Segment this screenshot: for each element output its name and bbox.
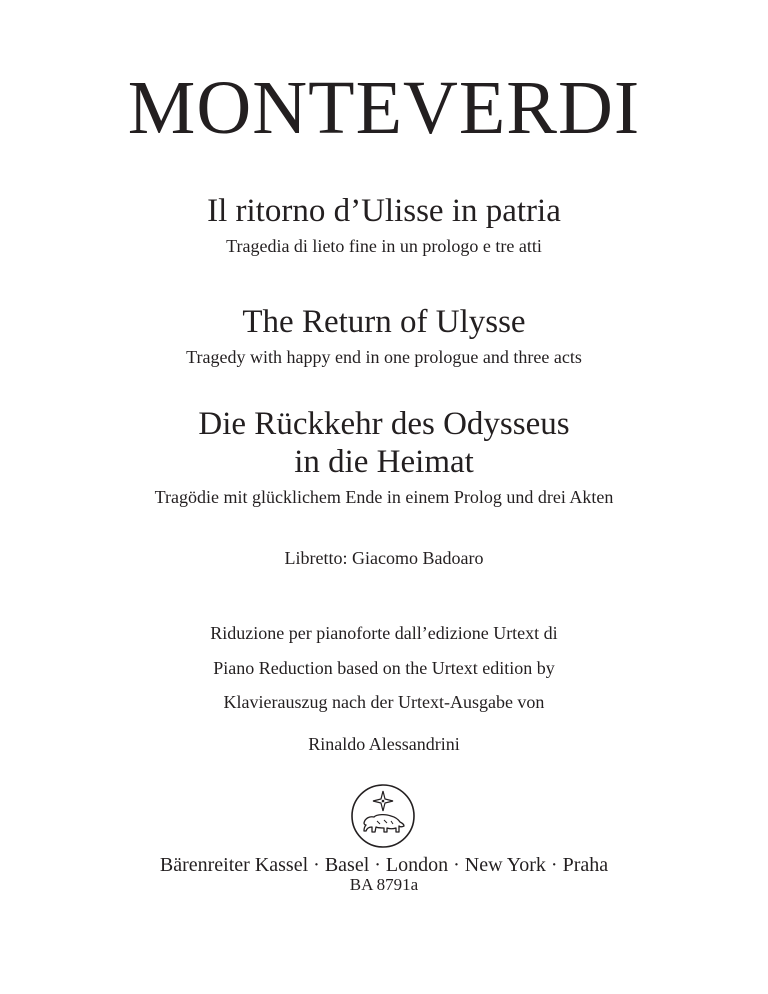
- title-german-line2: in die Heimat: [294, 444, 474, 480]
- title-italian: Il ritorno d’Ulisse in patria: [207, 193, 561, 229]
- reduction-italian: Riduzione per pianoforte dall’edizione Urtext di: [210, 623, 558, 643]
- composer-name: MONTEVERDI: [127, 66, 641, 150]
- reduction-english: Piano Reduction based on the Urtext edition by: [213, 658, 555, 678]
- librettist: Libretto: Giacomo Badoaro: [284, 548, 484, 568]
- editor-name: Rinaldo Alessandrini: [308, 734, 460, 754]
- publisher-line: Bärenreiter Kassel · Basel · London · New York · Praha: [159, 854, 609, 876]
- title-english: The Return of Ulysse: [242, 304, 526, 340]
- catalog-number: BA 8791a: [349, 875, 419, 894]
- subtitle-italian: Tragedia di lieto fine in un prologo e tre atti: [226, 236, 542, 256]
- subtitle-english: Tragedy with happy end in one prologue and three acts: [186, 347, 582, 367]
- reduction-german: Klavierauszug nach der Urtext-Ausgabe von: [223, 692, 545, 712]
- subtitle-german: Tragödie mit glücklichem Ende in einem Prolog und drei Akten: [154, 487, 614, 507]
- publisher-logo-icon: [350, 783, 416, 849]
- title-german-line1: Die Rückkehr des Odysseus: [198, 406, 570, 442]
